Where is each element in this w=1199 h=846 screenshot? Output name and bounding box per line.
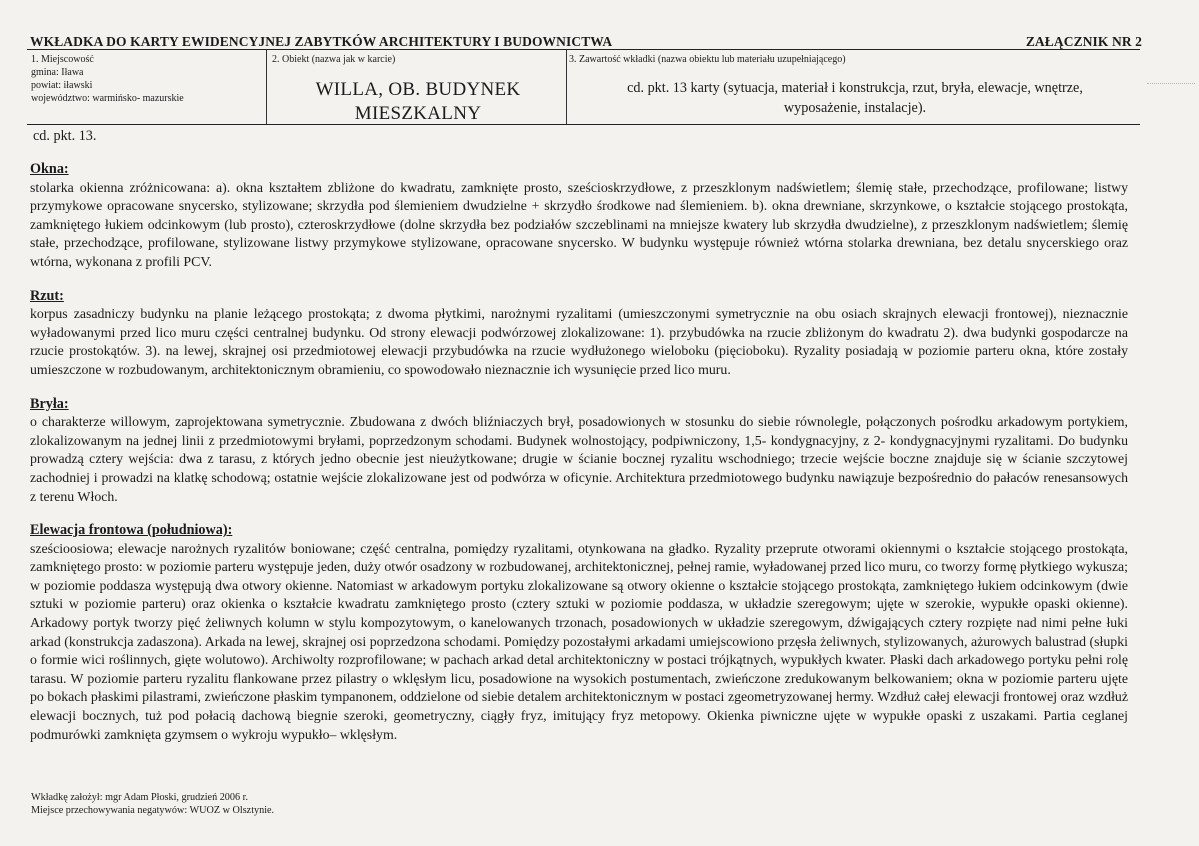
object-cell (272, 53, 562, 66)
footer-author: Wkładkę założył: mgr Adam Płoski, grudzień 2006 r. (31, 792, 249, 803)
section-text-elewacja: sześcioosiowa; elewacje narożnych ryzalitów boniowane; część centralna, pomiędzy ryzalitami, otynkowana na gładko. Ryzality przeprute otworami okiennymi o kształcie stojącego prostokąta, zamkniętego prosto: w poziomie parteru występuje jeden, duży otwór osadzony w rozbudowanej, architektonicznej, pełnej ramie, wyładowanej przed lico muru, co tworzy formę płytkiego wykusza; w poziomie poddasza występują dwa otwory okienne. Natomiast w arkadowym portyku zlokalizowane są otwory okienne o kształcie stojącego prostokąta, zamkniętego łukiem odcinkowym (dwie sztuki w poziomie parteru) oraz okienka o kształcie kwadratu zamkniętego prosto (cztery sztuki w poziomie poddasza, w układzie szeregowym; ujęte w szerokie, wypukłe opaski okienne). Arkadowy portyk tworzy pięć żeliwnych kolumn w stylu kompozytowym, o kanelowanych trzonach, posadowionych w układzie szeregowym, dźwigających cztery rozpięte nad nimi pełne łuki arkad (konstrukcja zadaszona). Arkada na lewej, skrajnej osi poprzedzona schodami. Pomiędzy pozostałymi arkadami umiejscowiono przęsła żeliwnych, stylizowanych, ażurowych balustrad (słupki o formie wici roślinnych, gięte wolutowo). Archiwolty rozprofilowane; w pachach arkad detal architektoniczny w postaci trójkątnych, wypukłych kwater. Płaski dach arkadowego portyku pełni rolę tarasu. W poziomie parteru ryzalitu flankowane przez pilastry o wklęsłym licu, posadowione na wysokich postumentach, zwieńczone zredukowanym belkowaniem; okna w poziomie parteru ujęte po bokach płaskimi pilastrami, zwieńczone płaskim tympanonem, oddzielone od siebie detalem architektonicznym w postaci zgeometryzowanej hermy. Wzdłuż całej elewacji frontowej oraz wzdłuż elewacji bocznych, tuż pod połacią dachową biegnie szeroki, geometryczny, ciągły fryz, imitujący fryz metopowy. Okienka piwniczne ujęte w wypukłe opaski z uszakami. Partia ceglanej podmurówki zamknięta gzymsem o wykroju wypukło– wklęsłym. (30, 540, 1128, 742)
insert-content-label: 3. Zawartość wkładki (nazwa obiektu lub materiału uzupełniającego) (569, 54, 846, 65)
document-title: WKŁADKA DO KARTY EWIDENCYJNEJ ZABYTKÓW ARCHITEKTURY I BUDOWNICTWA (30, 34, 613, 49)
insert-content-cell (569, 53, 1139, 66)
section-text-bryla: o charakterze willowym, zaprojektowana symetrycznie. Zbudowana z dwóch bliźniaczych brył, posadowionych w stosunku do siebie równolegle, połączonych pośrodku arkadowym portykiem, zlokalizowanym na jednej linii z przedmiotowymi bryłami, poprzedzonym schodami. Budynek wolnostojący, podpiwniczony, 1,5- kondygnacyjny, z 2- kondygnacyjnymi ryzalitami. Do budynku prowadzą cztery wejścia: dwa z tarasu, z których jedno obecnie jest nieużytkowane; drugie w ścianie bocznej ryzalitu wschodniego; trzecie wejście boczne znajduje się w ścianie szczytowej zachodniej i prowadzi na klatkę schodową; ostatnie wejście zlokalizowane jest od podwórza w oficynie. Architektura przedmiotowego budynku nawiązuje bezpośrednio do pałaców renesansowych z terenu Włoch. (30, 414, 1128, 504)
object-name-line2: MIESZKALNY (354, 103, 482, 124)
document-header (30, 34, 1142, 50)
object-label: 2. Obiekt (nazwa jak w karcie) (272, 54, 396, 65)
section-heading-bryla: Bryła: (30, 395, 69, 412)
section-text-okna: stolarka okienna zróżnicowana: a). okna kształtem zbliżone do kwadratu, zamknięte prosto, sześcioskrzydłowe, z przeszklonym nadświetlem; ślemię stałe, przechodzące, profilowane; listwy przymykowe opracowane snycersko, stylizowane; skrzydła pod ślemieniem dwudzielne + skrzydło środkowe nad ślemieniem. b). okna drewniane, skrzynkowe, o kształcie stojącego prostokąta, zamkniętego łukiem odcinkowym (lub prosto), czteroskrzydłowe (dolne skrzydła bez podziałów szczeblinami na mniejsze kwatery lub skrzydła dwudzielne), z przeszklonym nadświetlem; ślemię stałe, przechodzące, profilowane, stylizowane listwy przymykowe stylizowane, opracowane snycersko. W budynku występuje również wtórna stolarka drewniana, bez detalu snycerskiego oraz wtórna, wykonana z profili PCV. (30, 179, 1128, 269)
continuation-note: cd. pkt. 13. (33, 128, 97, 144)
insert-content-line1: cd. pkt. 13 karty (sytuacja, materiał i konstrukcja, rzut, bryła, elewacje, wnętrze, (627, 80, 1083, 96)
scan-artifact (1147, 83, 1195, 85)
section-heading-elewacja: Elewacja frontowa (południowa): (30, 522, 233, 539)
object-name-line1: WILLA, OB. BUDYNEK (315, 79, 521, 100)
section-heading-rzut: Rzut: (30, 287, 64, 304)
object-name (272, 78, 564, 126)
wojewodztwo-value: województwo: warmińsko- mazurskie (31, 93, 184, 104)
location-label: 1. Miejscowość (31, 54, 94, 65)
document-footer (31, 791, 274, 817)
document-body (30, 160, 1128, 759)
header-top-rule (27, 49, 1140, 50)
footer-storage: Miejsce przechowywania negatywów: WUOZ w Olsztynie. (31, 805, 275, 816)
annex-number: ZAŁĄCZNIK NR 2 (1025, 34, 1142, 49)
header-bottom-rule (27, 124, 1140, 125)
section-heading-okna: Okna: (30, 161, 69, 177)
location-cell (31, 53, 263, 105)
powiat-value: powiat: iławski (31, 80, 93, 91)
gmina-value: gmina: Iława (31, 67, 84, 78)
insert-content-value (571, 78, 1139, 118)
insert-content-line2: wyposażenie, instalacje). (783, 100, 927, 116)
column-divider-1 (266, 50, 267, 124)
section-text-rzut: korpus zasadniczy budynku na planie leżącego prostokąta; z dwoma płytkimi, narożnymi ryzalitami (umieszczonymi symetrycznie na obu osiach skrajnych elewacji frontowej), nieznacznie wyładowanymi przed lico muru części centralnej budynku. Od strony elewacji podwórzowej zlokalizowane: 1). przybudówka na rzucie zbliżonym do kwadratu 2). dwa budynki gospodarcze na rzucie prostokątów. 3). na lewej, skrajnej osi przedmiotowej elewacji przybudówka na rzucie wydłużonego wieloboku (pięcioboku). Ryzality posiadają w poziomie parteru okna, które zostały umieszczone w rozbudowanym, architektonicznym obramieniu, co spowodowało nieznacznie ich wysunięcie przed lico muru. (30, 306, 1128, 377)
column-divider-2 (566, 50, 567, 124)
